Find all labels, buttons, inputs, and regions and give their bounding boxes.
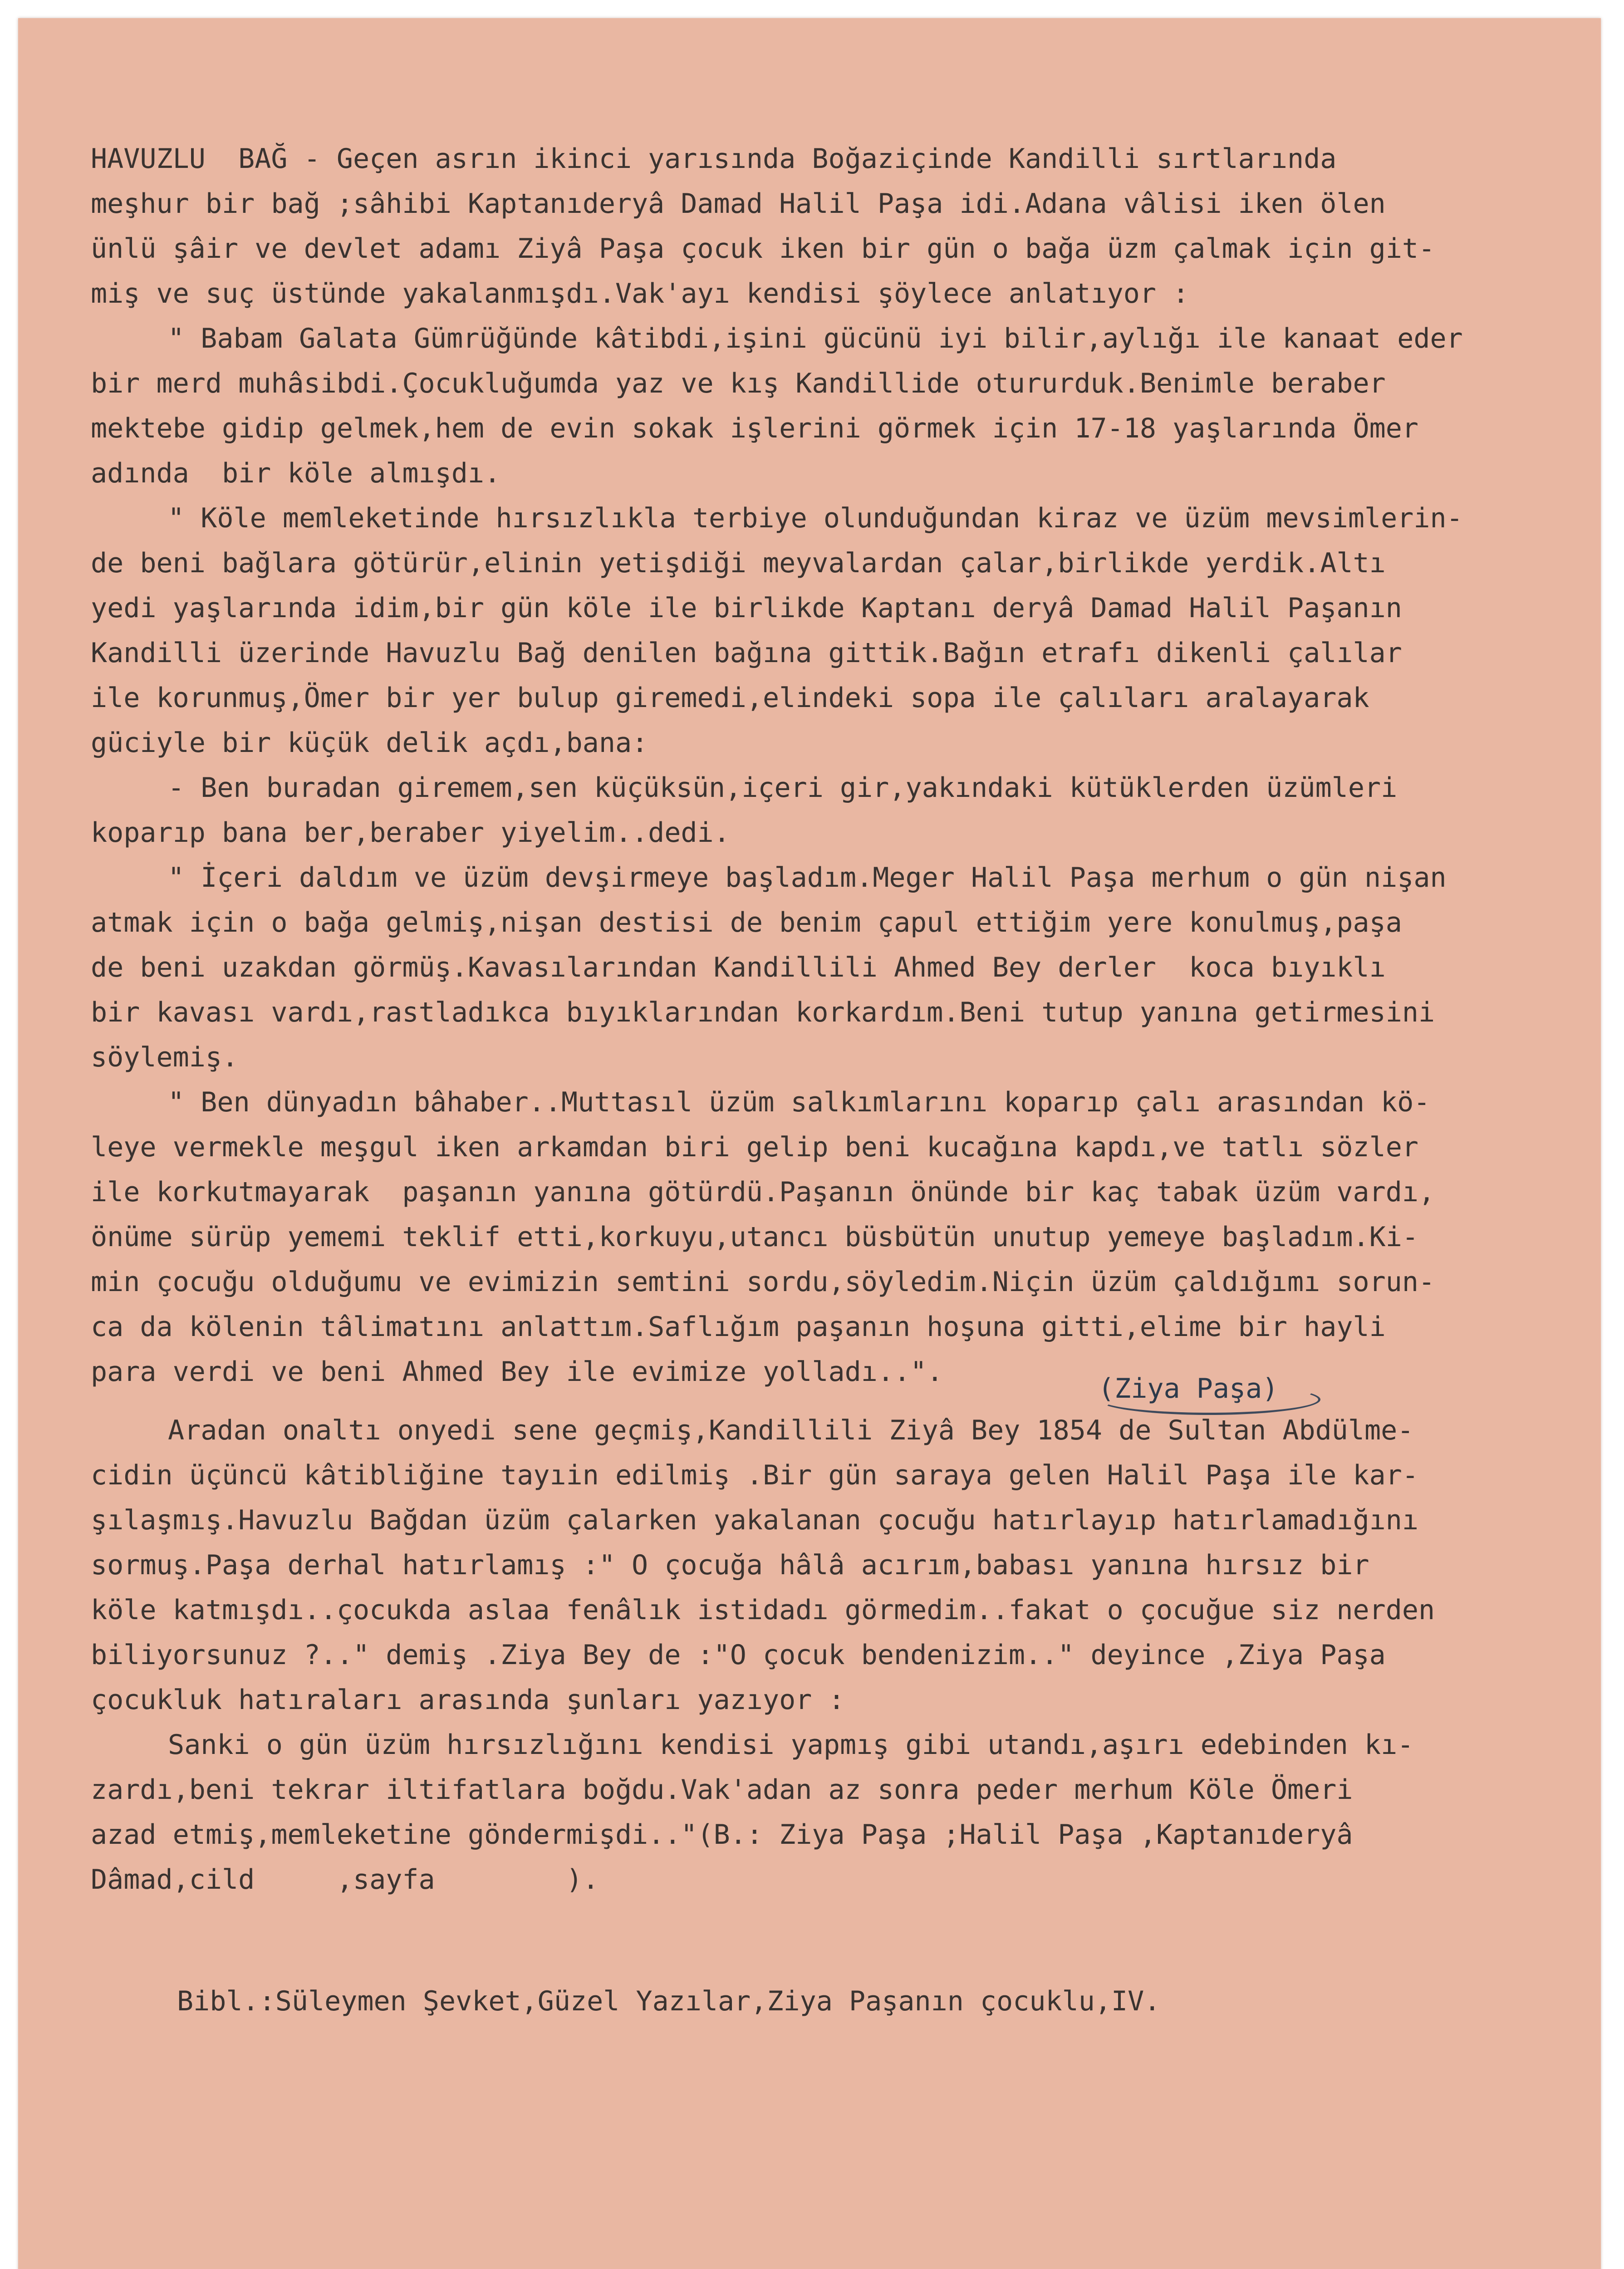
text-line: meşhur bir bağ ;sâhibi Kaptanıderyâ Damad Halil Paşa idi.Adana vâlisi iken ölen <box>91 188 1386 220</box>
text-line: de beni bağlara götürür,elinin yetişdiği meyvalardan çalar,birlikde yerdik.Altı <box>91 547 1386 579</box>
text-line: azad etmiş,memleketine göndermişdi.."(B.: Ziya Paşa ;Halil Paşa ,Kaptanıderyâ <box>91 1819 1353 1851</box>
text-line: - Ben buradan giremem,sen küçüksün,içeri gir,yakındaki kütüklerden üzümleri <box>168 772 1398 804</box>
text-line: ca da kölenin tâlimatını anlattım.Saflığım paşanın hoşuna gitti,elime bir hayli <box>91 1311 1386 1343</box>
text-line: önüme sürüp yememi teklif etti,korkuyu,utancı büsbütün unutup yemeye başladım.Ki- <box>91 1221 1418 1253</box>
text-line: Sanki o gün üzüm hırsızlığını kendisi yapmış gibi utandı,aşırı edebinden kı- <box>168 1729 1414 1761</box>
text-line: ünlü şâir ve devlet adamı Ziyâ Paşa çocuk iken bir gün o bağa üzm çalmak için git- <box>91 233 1435 265</box>
text-line: şılaşmış.Havuzlu Bağdan üzüm çalarken yakalanan çocuğu hatırlayıp hatırlamadığını <box>91 1504 1418 1536</box>
text-line: yedi yaşlarında idim,bir gün köle ile birlikde Kaptanı deryâ Damad Halil Paşanın <box>91 592 1402 624</box>
text-line: koparıp bana ber,beraber yiyelim..dedi. <box>91 817 730 849</box>
text-line: köle katmışdı..çocukda aslaa fenâlık istidadı görmedim..fakat o çocuğue siz nerden <box>91 1594 1435 1626</box>
text-line: sormuş.Paşa derhal hatırlamış :" O çocuğa hâlâ acırım,babası yanına hırsız bir <box>91 1549 1369 1581</box>
text-line: bir merd muhâsibdi.Çocukluğumda yaz ve kış Kandillide otururduk.Benimle beraber <box>91 368 1386 399</box>
text-line: güciyle bir küçük delik açdı,bana: <box>91 727 648 759</box>
text-line: " Ben dünyadın bâhaber..Muttasıl üzüm salkımlarını koparıp çalı arasından kö- <box>168 1086 1430 1118</box>
text-line: leye vermekle meşgul iken arkamdan biri gelip beni kucağına kapdı,ve tatlı sözler <box>91 1131 1418 1163</box>
text-line: Kandilli üzerinde Havuzlu Bağ denilen bağına gittik.Bağın etrafı dikenli çalılar <box>91 637 1402 669</box>
text-line: bir kavası vardı,rastladıkca bıyıklarından korkardım.Beni tutup yanına getirmesini <box>91 997 1435 1028</box>
text-line: HAVUZLU BAĞ - Geçen asrın ikinci yarısında Boğaziçinde Kandilli sırtlarında <box>91 143 1337 175</box>
text-line: de beni uzakdan görmüş.Kavasılarından Kandillili Ahmed Bey derler koca bıyıklı <box>91 952 1386 983</box>
text-line: Aradan onaltı onyedi sene geçmiş,Kandillili Ziyâ Bey 1854 de Sultan Abdülme- <box>168 1414 1414 1446</box>
text-line: Dâmad,cild ,sayfa ). <box>91 1864 599 1896</box>
text-line: min çocuğu olduğumu ve evimizin semtini sordu,söyledim.Niçin üzüm çaldığımı sorun- <box>91 1266 1435 1298</box>
text-line: ile korunmuş,Ömer bir yer bulup giremedi,elindeki sopa ile çalıları aralayarak <box>91 682 1369 714</box>
text-line: cidin üçüncü kâtibliğine tayıin edilmiş .Bir gün saraya gelen Halil Paşa ile kar- <box>91 1459 1418 1491</box>
text-line: " İçeri daldım ve üzüm devşirmeye başladım.Meger Halil Paşa merhum o gün nişan <box>168 862 1447 894</box>
text-line: çocukluk hatıraları arasında şunları yazıyor : <box>91 1684 845 1716</box>
bibliography-line: Bibl.:Süleymen Şevket,Güzel Yazılar,Ziya Paşanın çocuklu,IV. <box>177 1985 1161 2017</box>
text-line: miş ve suç üstünde yakalanmışdı.Vak'ayı kendisi şöylece anlatıyor : <box>91 278 1189 309</box>
text-line: " Babam Galata Gümrüğünde kâtibdi,işini gücünü iyi bilir,aylığı ile kanaat eder <box>168 323 1463 354</box>
ink-mark <box>1098 1384 1320 1415</box>
text-line: para verdi ve beni Ahmed Bey ile evimize yolladı..". <box>91 1356 943 1388</box>
text-line: adında bir köle almışdı. <box>91 457 501 489</box>
text-line: mektebe gidip gelmek,hem de evin sokak işlerini görmek için 17-18 yaşlarında Ömer <box>91 413 1418 444</box>
text-line: " Köle memleketinde hırsızlıkla terbiye olunduğundan kiraz ve üzüm mevsimlerin- <box>168 502 1463 534</box>
text-line: zardı,beni tekrar iltifatlara boğdu.Vak'adan az sonra peder merhum Köle Ömeri <box>91 1774 1353 1806</box>
text-line: atmak için o bağa gelmiş,nişan destisi de benim çapul ettiğim yere konulmuş,paşa <box>91 907 1402 938</box>
text-line: ile korkutmayarak paşanın yanına götürdü.Paşanın önünde bir kaç tabak üzüm vardı, <box>91 1176 1435 1208</box>
text-line: söylemiş. <box>91 1041 239 1073</box>
paper-sheet <box>18 18 1601 2269</box>
handwritten-note: (Ziya Paşa) <box>1098 1373 1279 1405</box>
text-line: biliyorsunuz ?.." demiş .Ziya Bey de :"O çocuk bendenizim.." deyince ,Ziya Paşa <box>91 1639 1386 1671</box>
